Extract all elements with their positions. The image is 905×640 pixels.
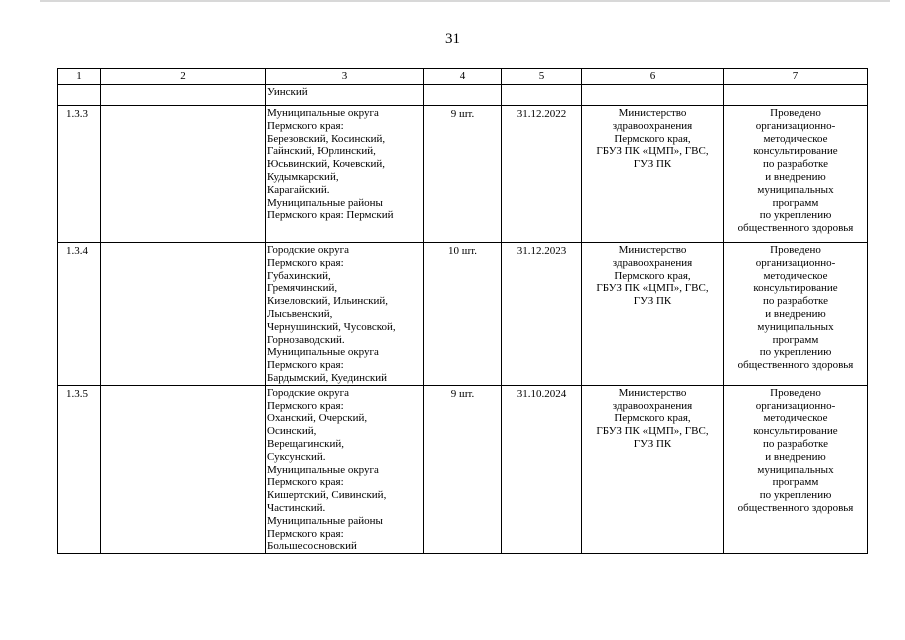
cell-line: Губахинский, bbox=[267, 269, 331, 282]
cell-line: методическое bbox=[763, 269, 828, 282]
cell-line: Министерство bbox=[618, 107, 687, 119]
cell-line: консультирование bbox=[753, 145, 838, 158]
result-cell bbox=[724, 85, 868, 106]
cell-line: Частинский. bbox=[267, 501, 326, 514]
cell-line: методическое bbox=[763, 132, 828, 145]
executor-cell bbox=[582, 243, 724, 386]
cell-line: Муниципальные округа bbox=[267, 107, 379, 119]
cell-line: Пермского края: bbox=[267, 476, 344, 489]
table-row bbox=[58, 85, 868, 106]
cell-line: Пермского края, bbox=[614, 269, 691, 282]
column-number-row bbox=[58, 69, 868, 85]
territory-cell bbox=[266, 243, 424, 386]
cell-line: Лысьвенский, bbox=[267, 307, 333, 320]
cell-line: Верещагинский, bbox=[267, 437, 344, 450]
cell-line: организационно- bbox=[755, 119, 836, 132]
deadline-cell: 31.12.2023 bbox=[502, 243, 582, 386]
cell-line: общественного здоровья bbox=[737, 222, 854, 235]
item-number-cell: 1.3.5 bbox=[58, 385, 101, 553]
cell-line: Кудымкарский, bbox=[267, 170, 339, 183]
cell-line: ГУЗ ПК bbox=[633, 295, 672, 308]
quantity-cell: 9 шт. bbox=[424, 385, 502, 553]
cell-line: Городские округа bbox=[267, 386, 350, 399]
column-header: 1 bbox=[58, 69, 101, 85]
cell-line: общественного здоровья bbox=[737, 359, 854, 372]
cell-line: и внедрению bbox=[765, 307, 826, 320]
cell-line: Пермского края: bbox=[267, 399, 344, 412]
column-header: 2 bbox=[101, 69, 266, 85]
cell-line: Осинский, bbox=[267, 425, 317, 438]
quantity-cell: 9 шт. bbox=[424, 106, 502, 243]
cell-line: Муниципальные округа bbox=[267, 346, 379, 359]
cell-line: Муниципальные округа bbox=[267, 463, 379, 476]
cell-line: и внедрению bbox=[765, 450, 826, 463]
cell-line: Кишертский, Сивинский, bbox=[267, 489, 387, 502]
result-cell bbox=[724, 385, 868, 553]
cell-line: программ bbox=[772, 333, 819, 346]
cell-line: общественного здоровья bbox=[737, 501, 854, 514]
cell-line: по разработке bbox=[763, 437, 828, 450]
executor-cell bbox=[582, 106, 724, 243]
result-cell bbox=[724, 243, 868, 386]
result-cell bbox=[724, 106, 868, 243]
cell-line: Юсьвинский, Кочевский, bbox=[267, 158, 385, 171]
cell-line: Пермского края: bbox=[267, 359, 344, 372]
cell-line: ГБУЗ ПК «ЦМП», ГВС, bbox=[596, 282, 709, 295]
cell-line: ГБУЗ ПК «ЦМП», ГВС, bbox=[596, 145, 709, 158]
cell-line: методическое bbox=[763, 412, 828, 425]
deadline-cell bbox=[502, 85, 582, 106]
cell-line: Кизеловский, Ильинский, bbox=[267, 295, 389, 308]
cell-line: Проведено bbox=[770, 386, 821, 399]
quantity-cell bbox=[424, 85, 502, 106]
item-number-cell: 1.3.3 bbox=[58, 106, 101, 243]
executor-cell bbox=[582, 85, 724, 106]
cell-line: Большесосновский bbox=[267, 540, 357, 553]
cell-line: организационно- bbox=[755, 256, 836, 269]
cell-line: и внедрению bbox=[765, 170, 826, 183]
cell-line: по укреплению bbox=[759, 489, 832, 502]
scan-top-edge bbox=[40, 0, 890, 2]
empty-cell bbox=[101, 243, 266, 386]
cell-line: Муниципальные районы bbox=[267, 196, 383, 209]
cell-line: Пермского края: bbox=[267, 527, 344, 540]
cell-line: Гайнский, Юрлинский, bbox=[267, 145, 376, 158]
cell-line: Пермского края: Пермский bbox=[267, 209, 394, 222]
cell-line: Уинский bbox=[267, 86, 308, 98]
cell-line: организационно- bbox=[755, 399, 836, 412]
cell-line: Пермского края: bbox=[267, 119, 344, 132]
page-number: 31 bbox=[445, 31, 460, 47]
deadline-cell: 31.12.2022 bbox=[502, 106, 582, 243]
cell-line: Муниципальные районы bbox=[267, 514, 383, 527]
cell-line: Карагайский. bbox=[267, 183, 330, 196]
cell-line: Министерство bbox=[618, 244, 687, 256]
territory-cell bbox=[266, 85, 424, 106]
empty-cell bbox=[101, 85, 266, 106]
territory-cell bbox=[266, 385, 424, 553]
cell-line: здравоохранения bbox=[612, 399, 693, 412]
territory-cell bbox=[266, 106, 424, 243]
table-row bbox=[58, 243, 868, 386]
cell-line: по разработке bbox=[763, 158, 828, 171]
table-row bbox=[58, 106, 868, 243]
cell-line: здравоохранения bbox=[612, 256, 693, 269]
item-number-cell: 1.3.4 bbox=[58, 243, 101, 386]
executor-cell bbox=[582, 385, 724, 553]
cell-line: муниципальных bbox=[757, 183, 834, 196]
deadline-cell: 31.10.2024 bbox=[502, 385, 582, 553]
cell-line: по укреплению bbox=[759, 209, 832, 222]
cell-line: Суксунский. bbox=[267, 450, 326, 463]
column-header: 4 bbox=[424, 69, 502, 85]
item-number-cell bbox=[58, 85, 101, 106]
cell-line: ГУЗ ПК bbox=[633, 437, 672, 450]
cell-line: здравоохранения bbox=[612, 119, 693, 132]
cell-line: Березовский, Косинский, bbox=[267, 132, 386, 145]
cell-line: по укреплению bbox=[759, 346, 832, 359]
column-header: 3 bbox=[266, 69, 424, 85]
cell-line: консультирование bbox=[753, 425, 838, 438]
column-header: 7 bbox=[724, 69, 868, 85]
empty-cell bbox=[101, 385, 266, 553]
cell-line: Проведено bbox=[770, 107, 821, 119]
cell-line: Городские округа bbox=[267, 244, 350, 256]
cell-line: программ bbox=[772, 196, 819, 209]
cell-line: Министерство bbox=[618, 386, 687, 399]
cell-line: по разработке bbox=[763, 295, 828, 308]
cell-line: консультирование bbox=[753, 282, 838, 295]
cell-line: муниципальных bbox=[757, 320, 834, 333]
cell-line: программ bbox=[772, 476, 819, 489]
cell-line: Проведено bbox=[770, 244, 821, 256]
column-header: 6 bbox=[582, 69, 724, 85]
cell-line: Пермского края, bbox=[614, 132, 691, 145]
cell-line: Оханский, Очерский, bbox=[267, 412, 368, 425]
cell-line: Горнозаводский. bbox=[267, 333, 345, 346]
quantity-cell: 10 шт. bbox=[424, 243, 502, 386]
cell-line: Чернушинский, Чусовской, bbox=[267, 320, 396, 333]
cell-line: ГБУЗ ПК «ЦМП», ГВС, bbox=[596, 425, 709, 438]
cell-line: Гремячинский, bbox=[267, 282, 338, 295]
column-header: 5 bbox=[502, 69, 582, 85]
cell-line: ГУЗ ПК bbox=[633, 158, 672, 171]
cell-line: Пермского края: bbox=[267, 256, 344, 269]
cell-line: Пермского края, bbox=[614, 412, 691, 425]
plan-table bbox=[57, 68, 868, 554]
table-row bbox=[58, 385, 868, 553]
cell-line: муниципальных bbox=[757, 463, 834, 476]
empty-cell bbox=[101, 106, 266, 243]
cell-line: Бардымский, Куединский bbox=[267, 371, 387, 384]
